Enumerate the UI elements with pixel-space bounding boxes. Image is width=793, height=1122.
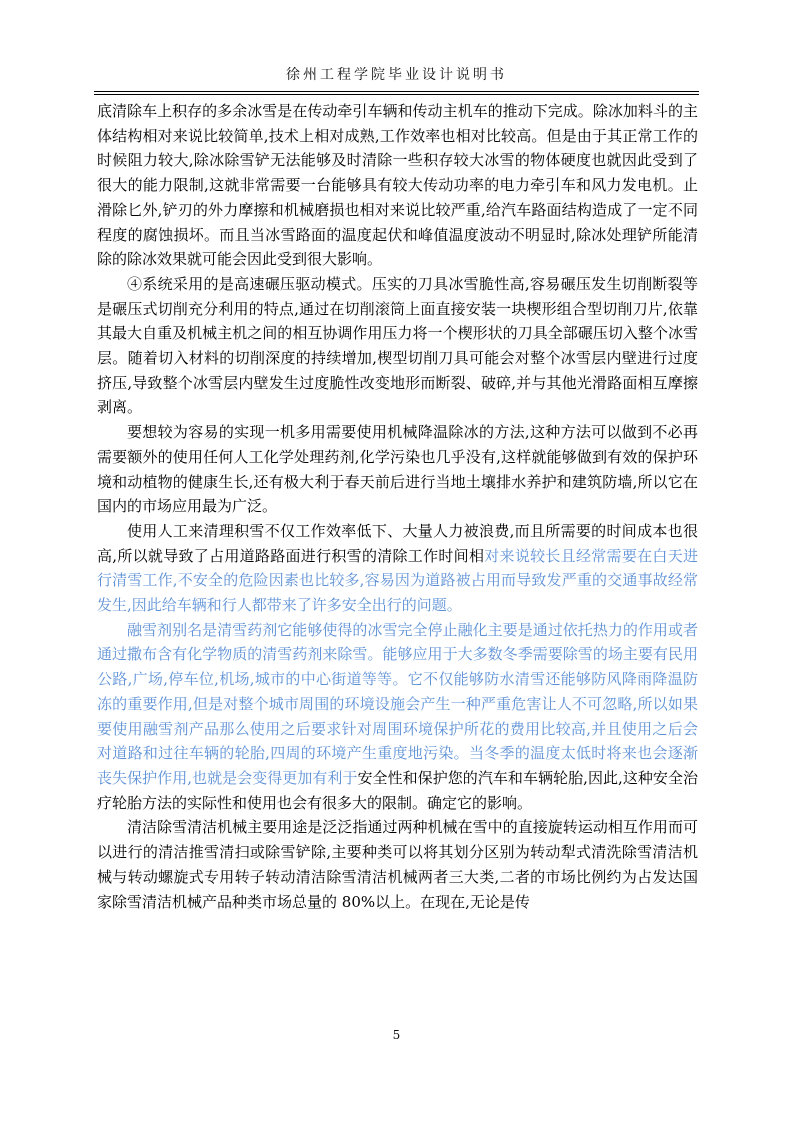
paragraph-1: 底清除车上积存的多余冰雪是在传动牵引车辆和传动主机车的推动下完成。除冰加料斗的主体结构相对来说比较简单,技术上相对成熟,工作效率也相对比较高。但是由于其正常工作的时候阻力较大,除冰除雪铲无法能够及时清除一些积存较大冰雪的物体硬度也就因此受到了很大的能力限制,这就非常需要一台能够具有较大传动功率的电力牵引车和风力发电机。止滑除匕外,铲刃的外力摩擦和机械磨损也相对来说比较严重,给汽车路面结构造成了一定不同程度的腐蚀损坏。而且当冰雪路面的温度起伏和峰值温度波动不明显时,除冰处理铲所能清除的除冰效果就可能会因此受到很大影响。 bbox=[97, 102, 698, 269]
paragraph-4-text: 使用人工来清理积雪不仅工作效率低下、大量人力被浪费,而且所需要的时间成本也很高,所以就导致了占用道路路面进行积雪的清除工作时间相 bbox=[97, 521, 698, 565]
paragraph-5-text: 安全性和保护您的汽车和车辆轮胎,因此,这种安全治疗轮胎方法的实际性和使用也会有很多大的限制。确定它的影响。 bbox=[97, 768, 698, 812]
header-rule bbox=[94, 91, 699, 92]
paragraph-6: 清洁除雪清洁机械主要用途是泛泛指通过两种机械在雪中的直接旋转运动相互作用而可以进行的清洁推雪清扫或除雪铲除,主要种类可以将其划分区别为转动犁式清洗除雪清洁机械与转动螺旋式专用转子转动清洁除雪清洁机械两者三大类,二者的市场比例约为占发达国家除雪清洁机械产品种类市场总量的 80%以上。在现在,无论是传 bbox=[97, 818, 698, 911]
header-rule-thin bbox=[94, 94, 699, 95]
paragraph-4-highlighted-text: 对来说较长且经常需要在白天进行清雪工作,不安全的危险因素也比较多,容易因为道路被占用而导致发严重的交通事故经常发生,因此给车辆和行人都带来了许多安全出行的问题。 bbox=[97, 546, 698, 615]
page-number: 5 bbox=[392, 1028, 401, 1042]
paragraph-4 bbox=[97, 519, 698, 618]
paragraph-3: 要想较为容易的实现一机多用需要使用机械降温除冰的方法,这种方法可以做到不必再需要额外的使用任何人工化学处理药剂,化学污染也几乎没有,这样就能够做到有效的保护环境和动植物的健康生长,还有极大利于春天前后进行当地土壤排水养护和建筑防墙,所以它在国内的市场应用最为广泛。 bbox=[97, 423, 698, 516]
body-text bbox=[97, 99, 698, 914]
page-header-title: 徐州工程学院毕业设计说明书 bbox=[286, 67, 507, 83]
paragraph-5-highlighted-text: 融雪剂别名是清雪药剂它能够使得的冰雪完全停止融化主要是通过依托热力的作用或者通过撒布含有化学物质的清雪药剂来除雪。能够应用于大多数冬季需要除雪的场主要有民用公路,广场,停车位,机场,城市的中心街道等等。它不仅能够防水清雪还能够防风降雨降温防冻的重要作用,但是对整个城市周围的环境设施会产生一种严重危害让人不可忽略,所以如果要使用融雪剂产品那么使用之后要求针对周围环境保护所花的费用比较高,并且使用之后会对道路和过往车辆的轮胎,四周的环境产生重度地污染。当冬季的温度太低时将来也会逐渐丧失保护作用,也就是会变得更加有利于 bbox=[97, 620, 698, 787]
paragraph-2: ④系统采用的是高速碾压驱动模式。压实的刀具冰雪脆性高,容易碾压发生切削断裂等是碾压式切削充分利用的特点,通过在切削滚筒上面直接安装一块楔形组合型切削刀片,依靠其最大自重及机械主机之间的相互协调作用压力将一个楔形状的刀具全部碾压切入整个冰雪层。随着切入材料的切削深度的持续增加,楔型切削刀具可能会对整个冰雪层内壁进行过度挤压,导致整个冰雪层内壁发生过度脆性改变地形而断裂、破碎,并与其他光滑路面相互摩擦剥离。 bbox=[97, 274, 698, 417]
paragraph-5 bbox=[97, 618, 698, 816]
